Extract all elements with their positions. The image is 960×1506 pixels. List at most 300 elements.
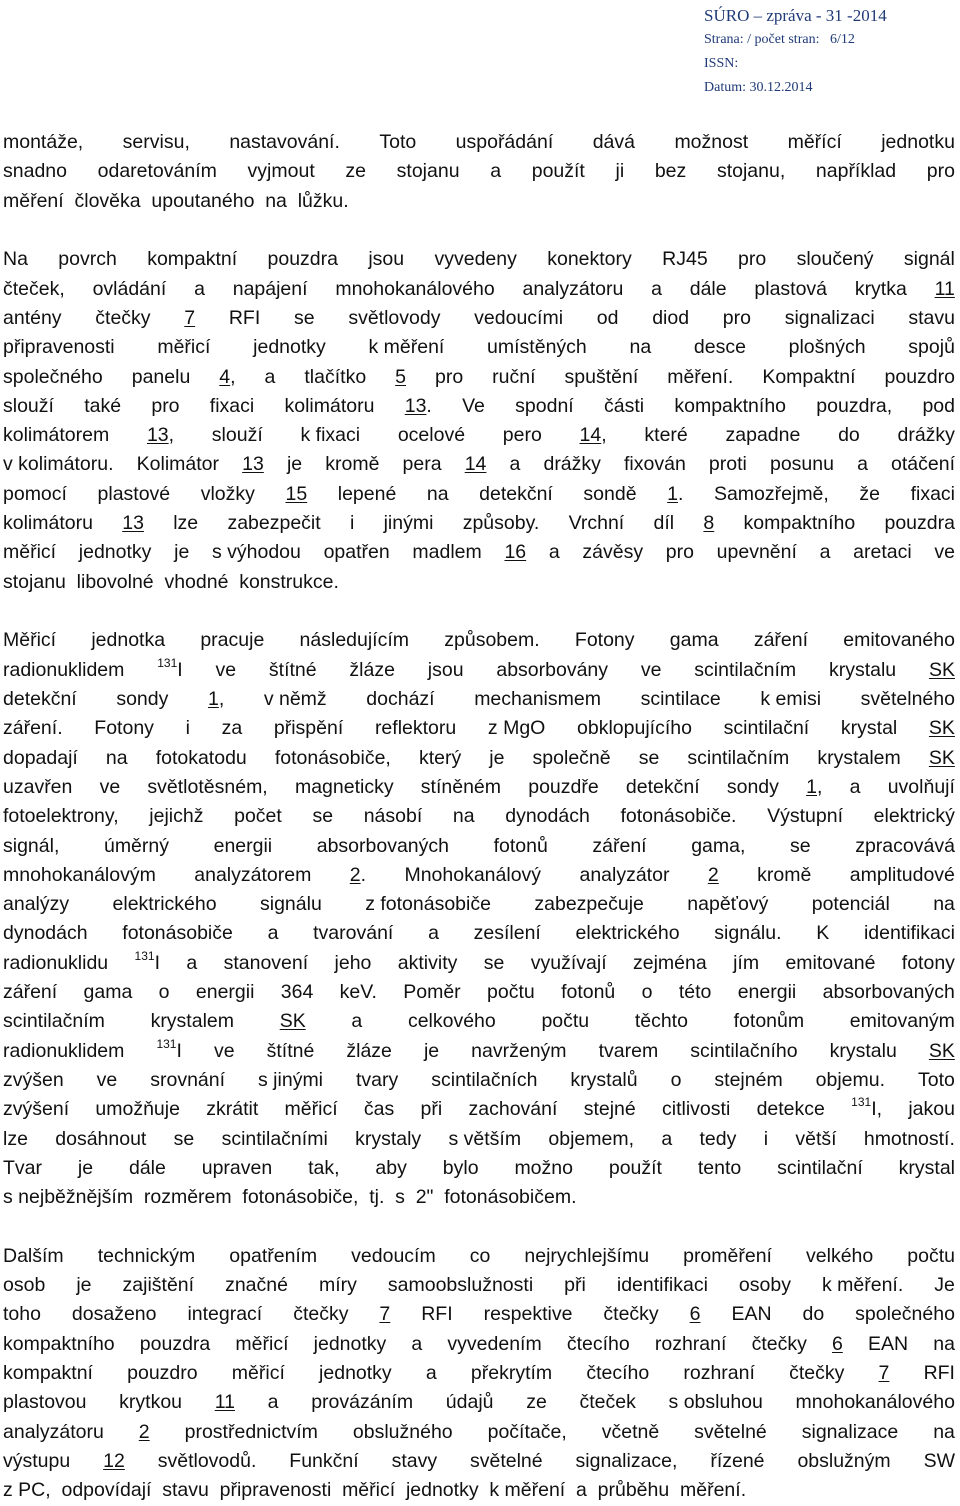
word — [79, 538, 152, 567]
word — [714, 480, 829, 509]
word — [592, 832, 646, 861]
word — [3, 304, 62, 333]
word — [934, 1271, 955, 1300]
word-text: zvýšen — [3, 1068, 64, 1091]
page-header — [704, 4, 956, 100]
text-line — [3, 1300, 955, 1329]
word — [489, 744, 504, 773]
word-text: ve — [215, 658, 237, 681]
word — [200, 626, 264, 655]
word-text: žláze — [346, 1039, 392, 1062]
word — [465, 450, 487, 479]
word-text: celkového — [407, 1010, 496, 1033]
word — [744, 509, 856, 538]
word-text: počtu — [487, 981, 535, 1004]
word — [232, 1359, 285, 1388]
word-text: spojů — [908, 336, 955, 359]
text-line — [3, 978, 955, 1007]
word — [174, 538, 189, 567]
word-text: je — [77, 1156, 94, 1179]
word-text: jednotky — [313, 1332, 387, 1355]
word — [300, 626, 409, 655]
word-text: se — [638, 746, 660, 769]
word — [624, 450, 686, 479]
word — [616, 157, 625, 186]
word — [365, 890, 491, 919]
word-text: sondy — [726, 775, 779, 798]
reference-number: 13 — [122, 512, 144, 535]
word — [3, 1037, 124, 1066]
word-text: těchto — [634, 1010, 688, 1033]
word-text: díl — [653, 512, 675, 535]
word — [679, 978, 712, 1007]
word — [904, 245, 955, 274]
word — [474, 919, 541, 948]
word-text: detekční — [479, 482, 553, 505]
word — [222, 1125, 328, 1154]
word-text: fixován — [624, 453, 686, 476]
word — [412, 538, 481, 567]
word-text: srovnání — [150, 1068, 226, 1091]
word-text: a — [264, 365, 276, 388]
word — [229, 304, 260, 333]
word — [158, 1447, 257, 1476]
word — [666, 538, 694, 567]
word-text: scintilačním — [694, 658, 797, 681]
word — [58, 245, 117, 274]
word — [132, 363, 191, 392]
word — [78, 1154, 93, 1183]
text-line — [3, 304, 955, 333]
word — [661, 1125, 672, 1154]
word — [135, 949, 160, 978]
word — [335, 275, 494, 304]
word — [522, 275, 623, 304]
word-text: nejrychlejšímu — [524, 1244, 650, 1267]
word — [564, 1271, 586, 1300]
word-text: napěťový — [687, 893, 769, 916]
word-text: Fotony — [574, 629, 635, 652]
word — [285, 480, 307, 509]
word — [403, 978, 460, 1007]
word-text: stavu — [908, 306, 955, 329]
word-text: bylo — [442, 1156, 479, 1179]
word — [3, 1418, 104, 1447]
word — [790, 832, 811, 861]
word-text: objemu. — [815, 1068, 886, 1091]
word — [488, 1418, 567, 1447]
word-text: kolimátoru — [3, 512, 93, 535]
word-text: signálu. — [714, 922, 782, 945]
word — [185, 1418, 318, 1447]
word-text: zachování — [468, 1098, 558, 1121]
word — [346, 1037, 392, 1066]
word-text: zesílení — [473, 922, 541, 945]
word — [760, 685, 821, 714]
word — [855, 275, 907, 304]
word — [265, 363, 276, 392]
word-text: tj. — [369, 1186, 385, 1209]
word-text: potenciál — [811, 893, 890, 916]
word — [3, 773, 72, 802]
word — [242, 1183, 363, 1212]
word — [123, 1271, 195, 1300]
word-text: jednotky — [319, 1362, 392, 1385]
word-text: rozměrem — [143, 1186, 232, 1209]
word — [576, 1476, 592, 1505]
word-text: prostřednictvím — [184, 1420, 318, 1443]
word-text: krystalu — [829, 1039, 897, 1062]
word — [850, 1007, 955, 1036]
word — [317, 832, 449, 861]
word-text: scintilační — [723, 717, 810, 740]
word-text: jednotka — [91, 629, 166, 652]
paragraph — [3, 128, 955, 216]
word — [733, 949, 759, 978]
word — [3, 1300, 41, 1329]
word — [757, 1095, 825, 1124]
word-text: vedoucími — [474, 306, 564, 329]
text-line — [3, 773, 955, 802]
word — [694, 333, 746, 362]
word-text: a — [819, 541, 831, 564]
word-text: uspořádání — [455, 131, 554, 153]
word-text: Kolimátor — [136, 453, 220, 476]
word-text: této — [678, 981, 712, 1004]
word-text: ve — [99, 775, 121, 798]
word-text: na — [933, 1420, 955, 1443]
word — [929, 744, 955, 773]
word — [403, 450, 442, 479]
word-text: fotonásobiče. — [620, 805, 737, 828]
word-text: počítače, — [487, 1420, 567, 1443]
word — [3, 480, 67, 509]
word-text: žláze — [349, 658, 395, 681]
word — [561, 978, 615, 1007]
word — [881, 128, 955, 157]
word — [576, 1447, 678, 1476]
word — [151, 392, 179, 421]
text-line — [3, 128, 955, 157]
word-text: úměrný — [103, 834, 169, 857]
word-text: signalizaci — [784, 306, 875, 329]
word — [717, 157, 785, 186]
word-text: jinými — [383, 512, 434, 535]
word — [456, 128, 554, 157]
word — [644, 421, 687, 450]
reference-number: 13 — [404, 394, 427, 417]
word — [864, 1125, 955, 1154]
word — [287, 450, 302, 479]
word-text: fotonům — [733, 1010, 805, 1033]
word-text: i — [763, 1127, 769, 1150]
word — [820, 538, 831, 567]
word — [140, 1330, 210, 1359]
word — [229, 128, 340, 157]
word — [3, 744, 78, 773]
word-text: a — [351, 1010, 363, 1033]
word-text: míry — [318, 1274, 357, 1297]
word — [671, 1066, 682, 1095]
word-text: detekce — [756, 1098, 825, 1121]
word — [690, 1037, 797, 1066]
word-text: Dalším — [3, 1244, 64, 1267]
word — [280, 1007, 306, 1036]
word — [884, 509, 954, 538]
word — [484, 949, 505, 978]
word — [754, 626, 808, 655]
word — [470, 1242, 491, 1271]
word — [515, 392, 574, 421]
word-text: měřicí — [342, 1479, 396, 1502]
word-text: se — [790, 834, 811, 857]
word — [3, 1242, 64, 1271]
word-text: čtečky — [603, 1303, 659, 1326]
reference-number: 11 — [934, 277, 955, 300]
word — [526, 1388, 547, 1417]
word-text: ve — [96, 1068, 118, 1091]
word-text: na — [265, 189, 287, 212]
word — [94, 714, 154, 743]
word-text: a — [661, 1127, 673, 1150]
word — [929, 656, 955, 685]
word-text: společně — [532, 746, 611, 769]
word — [214, 832, 273, 861]
word: 13, — [146, 424, 175, 447]
word-text: při — [564, 1274, 586, 1297]
word-text: z fotonásobiče — [365, 893, 491, 916]
word — [421, 773, 501, 802]
word-text: čteček, — [3, 277, 65, 300]
word-text: lze — [173, 512, 199, 535]
word — [293, 1300, 348, 1329]
word — [470, 1447, 543, 1476]
word-text: spodní — [515, 394, 574, 417]
paragraph — [3, 245, 955, 597]
word — [850, 773, 861, 802]
word-text: detekční — [625, 775, 700, 798]
word — [674, 392, 786, 421]
word — [651, 275, 662, 304]
word — [103, 1447, 125, 1476]
word — [683, 1242, 772, 1271]
word — [3, 450, 114, 479]
word-text: čtečky — [293, 1303, 349, 1326]
word-text: I, — [871, 1098, 883, 1121]
text-line — [3, 1037, 955, 1066]
word — [353, 1418, 453, 1447]
reference-number: 14 — [464, 453, 487, 476]
word-text: signalizace, — [575, 1449, 678, 1472]
word — [248, 157, 315, 186]
word — [690, 1300, 701, 1329]
word — [802, 1418, 898, 1447]
word-text: od — [596, 306, 619, 329]
word — [469, 1095, 558, 1124]
word — [55, 1125, 146, 1154]
word-text: připravenosti — [219, 1479, 332, 1502]
word — [3, 832, 59, 861]
word — [662, 245, 708, 274]
word-text: montáže, — [3, 131, 84, 153]
word — [851, 1095, 882, 1124]
word-text: v němž — [263, 688, 327, 711]
word-text: reflektoru — [374, 717, 457, 740]
word-text: z PC, — [3, 1479, 51, 1502]
word — [184, 304, 195, 333]
word — [379, 128, 416, 157]
word-text: toho — [3, 1303, 41, 1326]
word-text: štítné — [266, 1039, 315, 1062]
word — [462, 392, 485, 421]
word-text: RFI — [228, 306, 261, 329]
reference-number: SK — [928, 658, 955, 681]
word — [918, 1066, 955, 1095]
reference-number: 5 — [395, 365, 407, 388]
word-text: s jinými — [258, 1068, 324, 1091]
text-line — [3, 1066, 955, 1095]
word-text: a — [428, 922, 439, 945]
word-text: K — [816, 922, 830, 945]
word — [603, 1300, 658, 1329]
word — [426, 1359, 437, 1388]
word — [633, 949, 707, 978]
word — [690, 275, 727, 304]
text-line — [3, 187, 955, 216]
isotope-mass-number: 131 — [134, 948, 155, 963]
word — [428, 656, 464, 685]
word — [129, 1154, 166, 1183]
text-line — [3, 802, 955, 831]
word — [533, 744, 611, 773]
word — [726, 421, 801, 450]
word — [933, 1330, 955, 1359]
word — [816, 1066, 885, 1095]
word — [788, 128, 842, 157]
word-text: emitovaným — [849, 1010, 955, 1033]
word-text: světelné — [469, 1449, 543, 1472]
word-text: pro — [926, 160, 955, 183]
word — [235, 1330, 288, 1359]
word — [444, 1183, 582, 1212]
word-text: Kompaktní — [762, 365, 856, 388]
word — [687, 890, 768, 919]
word — [265, 187, 292, 216]
word-text: rozhraní — [683, 1362, 755, 1385]
word-text: stejném — [714, 1068, 783, 1091]
word-text: keV. — [339, 981, 377, 1004]
word — [274, 714, 343, 743]
word-text: stojanu — [3, 570, 66, 593]
word-text: madlem — [412, 541, 482, 564]
word — [510, 450, 521, 479]
word — [891, 450, 955, 479]
word — [233, 275, 308, 304]
word-text: SW — [923, 1449, 955, 1472]
word-text: k emisi — [760, 688, 822, 711]
word-text: dopadají — [3, 746, 78, 769]
word — [304, 363, 366, 392]
word-text: záření. — [3, 717, 63, 740]
word-text: stanovení — [223, 951, 309, 974]
word-text: scintilačním — [687, 746, 790, 769]
word — [816, 919, 829, 948]
word — [670, 626, 719, 655]
word — [368, 333, 444, 362]
word-text: pouzdře — [528, 775, 599, 798]
word — [879, 1359, 890, 1388]
word — [868, 1330, 908, 1359]
word-text: na — [105, 746, 128, 769]
word-text: v kolimátoru. — [3, 453, 114, 476]
word — [174, 1125, 195, 1154]
word-text: signálu — [260, 893, 322, 916]
word-text: jsou — [368, 248, 405, 271]
text-line — [3, 1476, 955, 1505]
reference-number: 7 — [379, 1303, 391, 1326]
word — [434, 245, 516, 274]
word-text: a — [490, 160, 502, 183]
word — [224, 949, 309, 978]
word-text: plastové — [97, 482, 171, 505]
word-text: Měřicí — [3, 629, 57, 652]
word — [922, 392, 955, 421]
word — [597, 304, 619, 333]
word — [150, 1066, 225, 1095]
word — [3, 245, 28, 274]
word-text: fotoelektrony, — [3, 805, 119, 828]
word — [762, 363, 855, 392]
word — [162, 1476, 214, 1505]
word — [314, 1330, 387, 1359]
word-text: záření — [592, 834, 647, 857]
word — [84, 392, 121, 421]
word — [225, 1271, 288, 1300]
word — [812, 890, 890, 919]
word — [902, 949, 955, 978]
reference-number: 16 — [504, 541, 527, 564]
word — [384, 509, 434, 538]
word-text: značné — [225, 1274, 288, 1297]
word-text: jejichž — [149, 805, 204, 828]
word-text: dosaženo — [71, 1303, 157, 1326]
word-text: mechanismem — [474, 688, 601, 711]
word — [444, 626, 539, 655]
word-text: desce — [693, 336, 746, 359]
text-line — [3, 363, 955, 392]
word — [617, 1271, 708, 1300]
word — [375, 714, 456, 743]
reference-number: SK — [928, 717, 955, 740]
word-text: fixaci — [209, 394, 255, 417]
text-line — [3, 1359, 955, 1388]
word-text: plastová — [754, 277, 828, 300]
word — [3, 656, 124, 685]
text-line — [3, 392, 955, 421]
word — [642, 978, 653, 1007]
word — [832, 1330, 843, 1359]
word-text: upraven — [201, 1156, 273, 1179]
word-text: kompaktního — [674, 394, 787, 417]
word-text: čtečky — [95, 306, 151, 329]
word — [474, 304, 563, 333]
word — [406, 1476, 484, 1505]
word — [816, 157, 896, 186]
word — [157, 656, 182, 685]
word-text: identifikaci — [863, 922, 955, 945]
word — [3, 392, 54, 421]
word-text: radionuklidu — [3, 951, 109, 974]
